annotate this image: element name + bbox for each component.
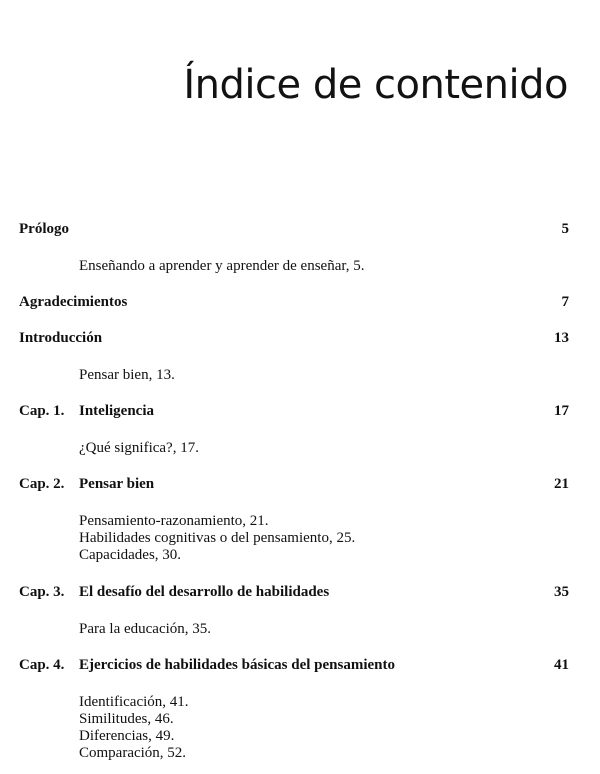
toc-entry-agradecimientos[interactable] xyxy=(0,294,600,314)
toc-entry-prologo[interactable] xyxy=(0,221,600,241)
page-title: Índice de contenido xyxy=(183,62,568,108)
toc-entry-cap-1[interactable] xyxy=(0,403,600,423)
toc-entry-chapter-number: Cap. 4. xyxy=(19,657,65,673)
toc-entry-label: Pensar bien xyxy=(79,476,155,492)
toc-entry-label: Inteligencia xyxy=(79,403,154,419)
toc-entry-page: 7 xyxy=(561,294,569,310)
toc-entry-label: Ejercicios de habilidades básicas del pensamiento xyxy=(79,657,395,673)
toc-entry-chapter-number: Cap. 3. xyxy=(19,584,65,600)
toc-subentry: Capacidades, 30. xyxy=(79,547,182,563)
toc-entry-label: Prólogo xyxy=(19,221,69,237)
toc-subentry: Diferencias, 49. xyxy=(79,728,175,744)
toc-entry-page: 13 xyxy=(554,330,569,346)
toc-subentry: Pensar bien, 13. xyxy=(79,367,175,383)
toc-entry-label: Introducción xyxy=(19,330,103,346)
toc-subentry: Pensamiento-razonamiento, 21. xyxy=(79,513,269,529)
toc-subentry: Habilidades cognitivas o del pensamiento, 25. xyxy=(79,530,356,546)
toc-entry-page: 41 xyxy=(554,657,569,673)
toc-entry-chapter-number: Cap. 2. xyxy=(19,476,65,492)
toc-entry-label: El desafío del desarrollo de habilidades xyxy=(79,584,330,600)
toc-subentry: Comparación, 52. xyxy=(79,745,187,761)
toc-subentry: ¿Qué significa?, 17. xyxy=(79,440,199,456)
toc-entry-page: 17 xyxy=(554,403,569,419)
toc-subentries xyxy=(79,694,189,762)
toc-entry-page: 35 xyxy=(554,584,569,600)
toc-entry-chapter-number: Cap. 1. xyxy=(19,403,65,419)
toc-subentries xyxy=(79,621,211,638)
toc-entry-introduccion[interactable] xyxy=(0,330,600,350)
toc-entry-page: 21 xyxy=(554,476,569,492)
toc-entry-label: Agradecimientos xyxy=(19,294,128,310)
toc-subentry: Para la educación, 35. xyxy=(79,621,212,637)
toc-subentry: Identificación, 41. xyxy=(79,694,189,710)
toc-entry-cap-2[interactable] xyxy=(0,476,600,496)
toc-subentries xyxy=(79,513,355,564)
toc-subentries xyxy=(79,258,365,275)
toc-subentry: Similitudes, 46. xyxy=(79,711,174,727)
toc-entry-cap-4[interactable] xyxy=(0,657,600,677)
toc-entry-page: 5 xyxy=(561,221,569,237)
toc-subentries xyxy=(79,440,199,457)
toc-entry-cap-3[interactable] xyxy=(0,584,600,604)
toc-subentries xyxy=(79,367,175,384)
toc-subentry: Enseñando a aprender y aprender de enseñar, 5. xyxy=(79,258,365,274)
